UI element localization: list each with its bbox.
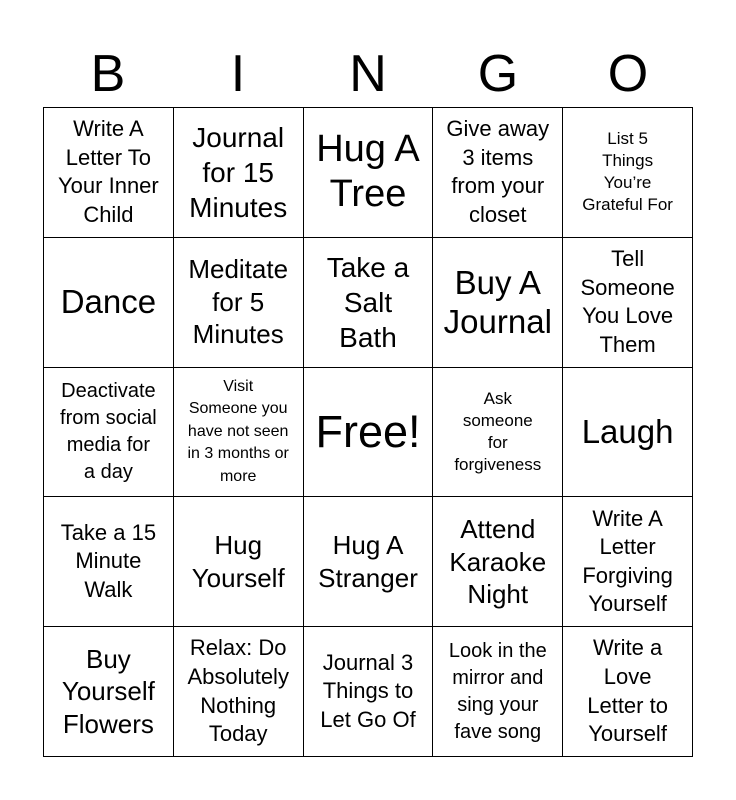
bingo-cell-r3c4	[433, 368, 563, 498]
header-letter-o: O	[607, 45, 649, 103]
cell-text: Hug A Stranger	[318, 530, 418, 593]
bingo-cell-r2c2	[174, 238, 304, 368]
cell-text: Journal 3 Things to Let Go Of	[320, 649, 416, 732]
cell-text: List 5 Things You’re Grateful For	[582, 129, 673, 215]
bingo-cell-r2c1	[44, 238, 174, 368]
bingo-cell-r5c5	[563, 627, 693, 757]
cell-text: Meditate for 5 Minutes	[188, 254, 289, 350]
cell-text: Take a 15 Minute Walk	[60, 519, 157, 603]
cell-text: Write A Letter Forgiving Yourself	[582, 505, 673, 617]
bingo-cell-r4c5	[563, 497, 693, 627]
bingo-cell-r4c2	[174, 497, 304, 627]
cell-text: Relax: Do Absolutely Nothing Today	[187, 635, 289, 747]
cell-text: Buy A Journal	[443, 263, 552, 341]
bingo-cell-r4c4	[433, 497, 563, 627]
cell-text: Journal for 15 Minutes	[189, 121, 288, 223]
cell-text: Visit Someone you have not seen in 3 months or more	[187, 378, 289, 485]
free-space: Free!	[315, 406, 421, 458]
cell-text: Take a Salt Bath	[326, 251, 410, 353]
cell-text: Give away 3 items from your closet	[446, 116, 550, 227]
header-letter-b: B	[90, 45, 126, 103]
bingo-cell-r5c4	[433, 627, 563, 757]
cell-text: Hug A Tree	[316, 127, 420, 216]
cell-text: Dance	[60, 283, 157, 321]
bingo-cell-r1c1	[44, 108, 174, 238]
bingo-cell-r3c3	[304, 368, 434, 498]
cell-text: Write A Letter To Your Inner Child	[58, 116, 159, 227]
cell-text: Attend Karaoke Night	[449, 514, 547, 610]
cell-text: Ask someone for forgiveness	[454, 388, 542, 475]
bingo-cell-r2c4	[433, 238, 563, 368]
header-letter-i: I	[230, 45, 246, 103]
bingo-cell-r1c3	[304, 108, 434, 238]
bingo-cell-r5c2	[174, 627, 304, 757]
bingo-cell-r3c2	[174, 368, 304, 498]
bingo-cell-r1c5	[563, 108, 693, 238]
cell-text: Hug Yourself	[191, 530, 285, 593]
bingo-cell-r4c1	[44, 497, 174, 627]
cell-text: Look in the mirror and sing your fave song	[448, 639, 547, 743]
cell-text: Laugh	[581, 413, 674, 451]
bingo-cell-r5c3	[304, 627, 434, 757]
bingo-cell-r2c5	[563, 238, 693, 368]
bingo-board	[43, 107, 693, 757]
bingo-cell-r4c3	[304, 497, 434, 627]
cell-text: Buy Yourself Flowers	[61, 643, 155, 739]
bingo-cell-r1c4	[433, 108, 563, 238]
bingo-cell-r1c2	[174, 108, 304, 238]
bingo-cell-r2c3	[304, 238, 434, 368]
bingo-header	[43, 40, 693, 108]
cell-text: Write a Love Letter to Yourself	[587, 635, 668, 747]
bingo-cell-r3c1	[44, 368, 174, 498]
cell-text: Tell Someone You Love Them	[580, 246, 675, 357]
header-letter-n: N	[349, 45, 387, 103]
bingo-cell-r5c1	[44, 627, 174, 757]
bingo-cell-r3c5	[563, 368, 693, 498]
cell-text: Deactivate from social media for a day	[60, 379, 157, 483]
header-letter-g: G	[477, 45, 519, 103]
